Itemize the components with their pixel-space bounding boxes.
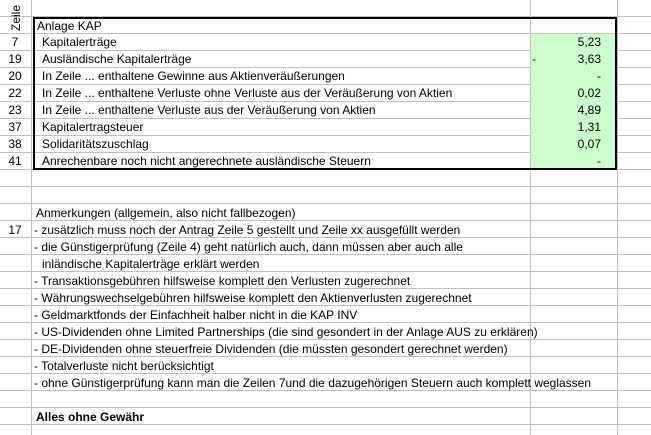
kap-row-label: Solidaritätszuschlag xyxy=(42,137,149,151)
note-line: - zusätzlich muss noch der Antrag Zeile 5 gestellt und Zeile xx ausgefüllt werden xyxy=(34,223,461,237)
kap-row-label: Kapitalerträge xyxy=(42,35,117,49)
note-line: - Währungswechselgebühren hilfsweise komplett den Aktienverlusten zugerechnet xyxy=(34,291,472,305)
notes-zeile-number: 17 xyxy=(8,223,22,237)
row-gridline xyxy=(0,407,651,408)
note-line: - Totalverluste nicht berücksichtigt xyxy=(34,359,214,373)
kap-row-value[interactable]: 5,23 xyxy=(577,35,601,49)
row-gridline xyxy=(0,186,651,187)
kap-row-value[interactable]: - xyxy=(597,69,601,83)
kap-row-value[interactable]: 3,63 xyxy=(577,52,601,66)
row-number: 41 xyxy=(8,154,22,168)
kap-row-label: In Zeile ... enthaltene Verluste ohne Verluste aus der Veräußerung von Aktien xyxy=(42,86,453,100)
column-gridline xyxy=(31,0,32,435)
kap-row-prefix: - xyxy=(532,52,536,66)
note-line: - DE-Dividenden ohne steuerfreie Dividenden (die müssten gesondert gerechnet werden) xyxy=(34,342,508,356)
note-line: inländische Kapitalerträge erklärt werden xyxy=(42,257,260,271)
row-number: 7 xyxy=(11,35,19,49)
kap-title: Anlage KAP xyxy=(37,19,102,33)
note-line: - Transaktionsgebühren hilfsweise komplett den Verlusten zugerechnet xyxy=(34,274,411,288)
row-number: 37 xyxy=(8,120,22,134)
row-gridline xyxy=(0,203,651,204)
note-line: - US-Dividenden ohne Limited Partnerships (die sind gesondert in der Anlage AUS zu erklären) xyxy=(34,325,538,339)
kap-row-label: Kapitalertragsteuer xyxy=(42,120,144,134)
note-line: - Geldmarktfonds der Einfachheit halber nicht in die KAP INV xyxy=(34,308,358,322)
row-number: 38 xyxy=(8,137,22,151)
kap-row-label: Anrechenbare noch nicht angerechnete ausländische Steuern xyxy=(42,154,371,168)
row-number: 20 xyxy=(8,69,22,83)
kap-row-label: In Zeile ... enthaltene Gewinne aus Aktienveräußerungen xyxy=(42,69,345,83)
zeile-header-label: Zeile xyxy=(8,4,23,32)
kap-row-value[interactable]: 4,89 xyxy=(577,103,601,117)
note-line: - die Günstigerprüfung (Zeile 4) geht natürlich auch, dann müssen aber auch alle xyxy=(34,240,463,254)
kap-row-label: Ausländische Kapitalerträge xyxy=(42,52,192,66)
kap-row-value[interactable]: 1,31 xyxy=(577,120,601,134)
disclaimer: Alles ohne Gewähr xyxy=(36,410,145,424)
row-number: 22 xyxy=(8,86,22,100)
row-gridline xyxy=(0,16,651,17)
kap-row-label: In Zeile ... enthaltene Verluste aus der Veräußerung von Aktien xyxy=(42,103,376,117)
kap-row-value[interactable]: 0,02 xyxy=(577,86,601,100)
row-number: 23 xyxy=(8,103,22,117)
notes-heading: Anmerkungen (allgemein, also nicht fallbezogen) xyxy=(36,206,296,220)
zeile-column-header xyxy=(0,0,31,36)
row-number: 19 xyxy=(8,52,22,66)
kap-row-value[interactable]: - xyxy=(597,154,601,168)
column-gridline xyxy=(617,0,618,435)
note-line: - ohne Günstigerprüfung kann man die Zeilen 7und die dazugehörigen Steuern auch komplett weglassen xyxy=(34,376,592,390)
kap-row-value[interactable]: 0,07 xyxy=(577,137,601,151)
